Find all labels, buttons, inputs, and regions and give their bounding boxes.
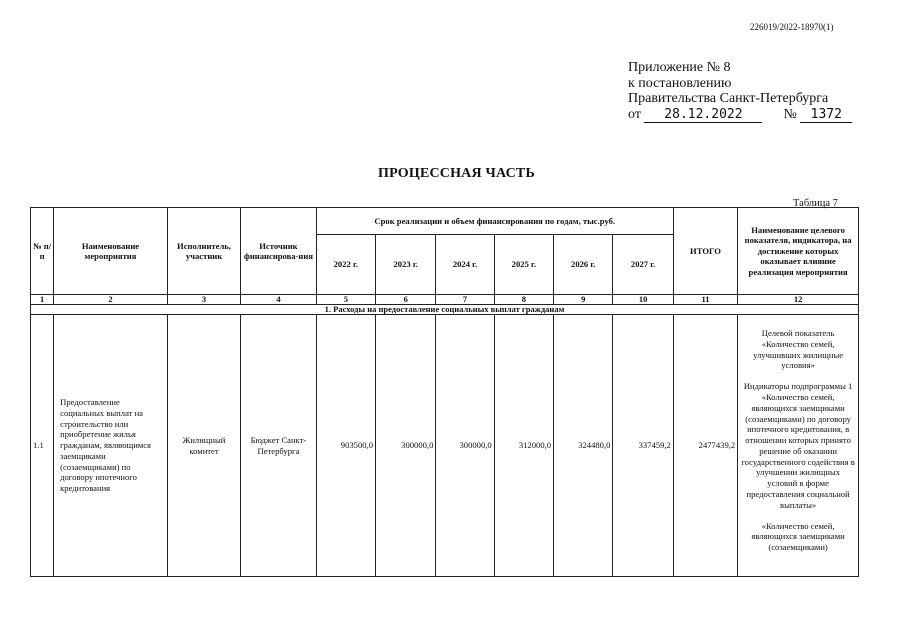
row-executor: Жилищный комитет <box>167 315 240 577</box>
header-num: № п/п <box>31 208 54 295</box>
row-name: Предоставление социальных выплат на строительство или приобретение жилья гражданам, являющимся заемщиками (созаемщиками) по договору ипотечного кредитования <box>54 315 168 577</box>
appendix-line-1: Приложение № 8 <box>628 60 731 75</box>
header-executor: Исполнитель, участник <box>167 208 240 295</box>
column-number: 4 <box>241 295 316 305</box>
header-year: 2022 г. <box>316 235 375 295</box>
column-number-row <box>31 295 859 305</box>
appendix-date-line <box>628 107 852 123</box>
column-number: 3 <box>167 295 240 305</box>
column-number: 5 <box>316 295 375 305</box>
section-title: 1. Расходы на предоставление социальных выплат гражданам <box>31 305 859 315</box>
date-prefix: от <box>628 106 641 122</box>
table-caption: Таблица 7 <box>793 198 838 209</box>
header-name: Наименование мероприятия <box>54 208 168 295</box>
row-value-2026: 324480,0 <box>554 315 613 577</box>
row-value-2023: 300000,0 <box>376 315 436 577</box>
row-total: 2477439,2 <box>673 315 737 577</box>
header-year: 2026 г. <box>554 235 613 295</box>
row-num: 1.1 <box>31 315 54 577</box>
header-source: Источник финансирова-ния <box>241 208 316 295</box>
row-value-2025: 312000,0 <box>494 315 553 577</box>
header-year: 2024 г. <box>436 235 494 295</box>
header-year: 2023 г. <box>376 235 436 295</box>
column-number: 7 <box>436 295 494 305</box>
row-source: Бюджет Санкт-Петербурга <box>241 315 316 577</box>
decree-date: 28.12.2022 <box>644 108 762 123</box>
header-year: 2027 г. <box>613 235 673 295</box>
document-id: 226019/2022-18970(1) <box>750 22 834 32</box>
header-year: 2025 г. <box>494 235 553 295</box>
column-number: 1 <box>31 295 54 305</box>
section-row <box>31 305 859 315</box>
target-paragraph: «Количество семей, являющихся заемщиками (созаемщиками) <box>751 520 845 553</box>
row-value-2022: 903500,0 <box>316 315 375 577</box>
target-paragraph: Индикаторы подпрограммы 1 «Количество семей, являющихся заемщиками (созаемщиками) по договору ипотечного кредитования, в отношении которых принято решение об оказании государственного содействия в улучшении жилищных условий в форме предоставления социальной выплаты» <box>741 381 855 510</box>
column-number: 9 <box>554 295 613 305</box>
number-prefix: № <box>783 106 797 122</box>
row-target <box>738 315 859 577</box>
process-table <box>30 207 859 577</box>
decree-number: 1372 <box>800 108 852 123</box>
column-number: 10 <box>613 295 673 305</box>
target-paragraph: Целевой показатель «Количество семей, улучшивших жилищные условия» <box>753 327 844 371</box>
header-period-group: Срок реализации и объем финансирования по годам, тыс.руб. <box>316 208 673 235</box>
column-number: 11 <box>673 295 737 305</box>
column-number: 12 <box>738 295 859 305</box>
page-title: ПРОЦЕССНАЯ ЧАСТЬ <box>378 166 535 181</box>
row-value-2024: 300000,0 <box>436 315 494 577</box>
header-target: Наименование целевого показателя, индикатора, на достижение которых оказывает влияние реализация мероприятия <box>738 208 859 295</box>
appendix-block <box>628 60 852 123</box>
column-number: 6 <box>376 295 436 305</box>
row-value-2027: 337459,2 <box>613 315 673 577</box>
table-row <box>31 315 859 577</box>
header-row-1 <box>31 208 859 235</box>
appendix-line-3: Правительства Санкт-Петербурга <box>628 91 829 106</box>
header-total: ИТОГО <box>673 208 737 295</box>
appendix-line-2: к постановлению <box>628 75 732 91</box>
column-number: 8 <box>494 295 553 305</box>
column-number: 2 <box>54 295 168 305</box>
